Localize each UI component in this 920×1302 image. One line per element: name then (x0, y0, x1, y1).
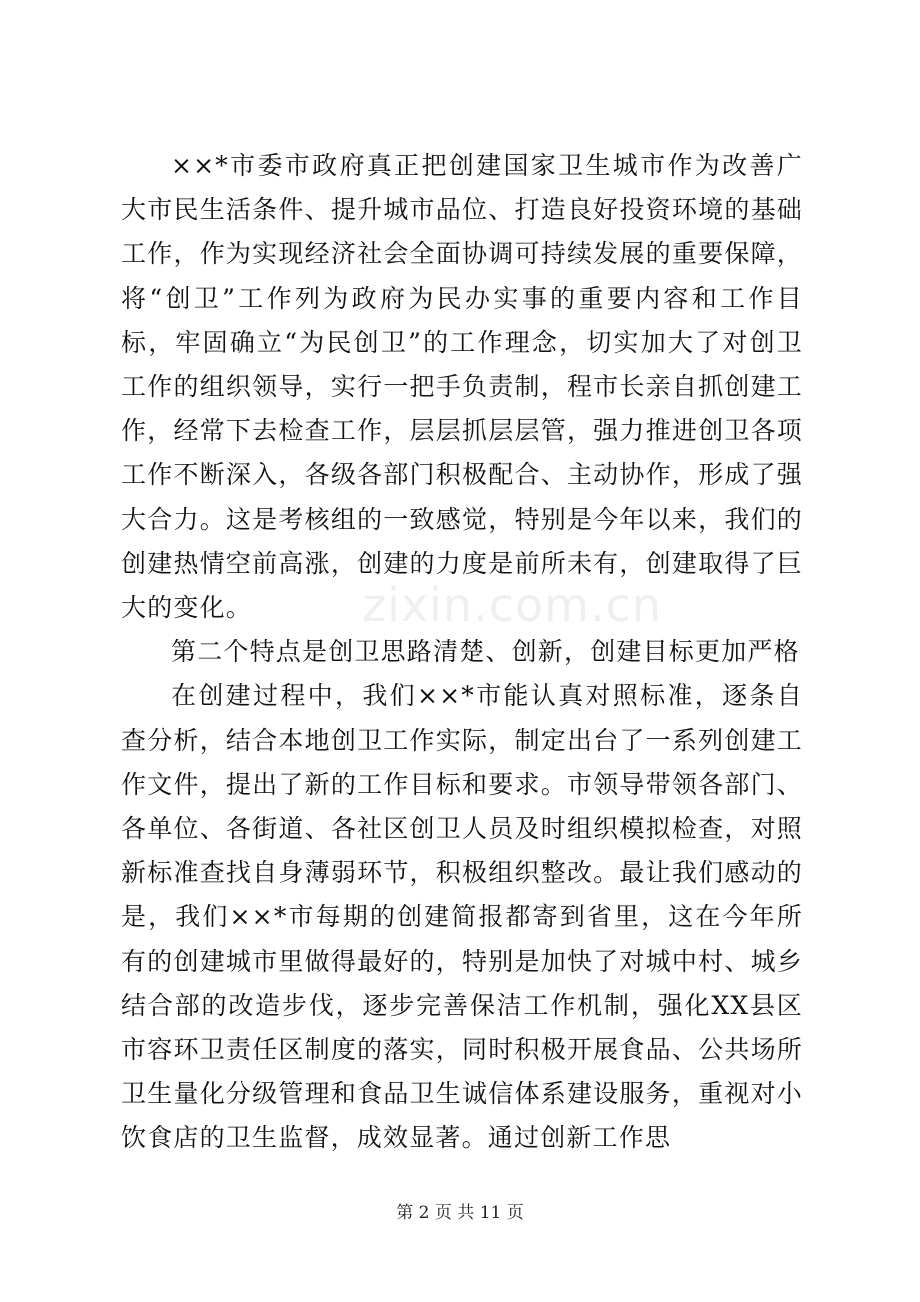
paragraph-3: 在创建过程中，我们××*市能认真对照标准，逐条自查分析，结合本地创卫工作实际，制定出台了一系列创建工作文件，提出了新的工作目标和要求。市领导带领各部门、各单位、各街道、各社区创卫人员及时组织模拟检查，对照新标准查找自身薄弱环节，积极组织整改。最让我们感动的是，我们××*市每期的创建简报都寄到省里，这在今年所有的创建城市里做得最好的，特别是加快了对城中村、城乡结合部的改造步伐，逐步完善保洁工作机制，强化XX县区市容环卫责任区制度的落实，同时积极开展食品、公共场所卫生量化分级管理和食品卫生诚信体系建设服务，重视对小饮食店的卫生监督，成效显著。通过创新工作思 (121, 681, 803, 1153)
page-number-footer: 第 2 页 共 11 页 (396, 1203, 524, 1223)
paragraph-1: ××*市委市政府真正把创建国家卫生城市作为改善广大市民生活条件、提升城市品位、打造良好投资环境的基础工作，作为实现经济社会全面协调可持续发展的重要保障，将“创卫”工作列为政府为民办实事的重要内容和工作目标，牢固确立“为民创卫”的工作理念，切实加大了对创卫工作的组织领导，实行一把手负责制，程市长亲自抓创建工作，经常下去检查工作，层层抓层层管，强力推进创卫各项工作不断深入，各级各部门积极配合、主动协作，形成了强大合力。这是考核组的一致感觉，特别是今年以来，我们的创建热情空前高涨，创建的力度是前所未有，创建取得了巨大的变化。 (121, 151, 803, 623)
watermark: zixin.com.cn (362, 578, 663, 632)
document-body (121, 144, 803, 1161)
paragraph-2-heading: 第二个特点是创卫思路清楚、创新，创建目标更加严格 (171, 637, 800, 667)
